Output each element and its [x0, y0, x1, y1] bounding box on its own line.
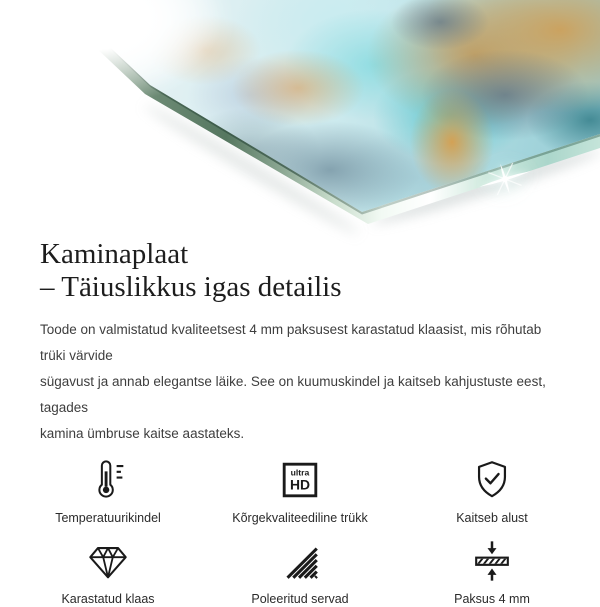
product-image	[0, 0, 600, 232]
feature-polished-edges	[204, 538, 396, 607]
description-line: kamina ümbruse kaitse aastateks.	[40, 426, 245, 441]
ultra-hd-text-small: ultra	[290, 467, 310, 478]
feature-thickness	[396, 538, 588, 607]
thermometer-icon	[85, 457, 131, 503]
page-title	[40, 238, 560, 304]
diamond-icon	[85, 538, 131, 584]
feature-protects-base	[396, 457, 588, 526]
description-line: sügavust ja annab elegantse läike. See on kuumuskindel ja kaitseb kahjustuste eest, tagades	[40, 374, 546, 415]
feature-temperature	[12, 457, 204, 526]
page-title-line1: Kaminaplaat	[40, 238, 189, 270]
polished-edges-icon	[277, 538, 323, 584]
feature-label: Karastatud klaas	[61, 592, 155, 606]
light-flare	[0, 0, 235, 105]
feature-label: Kaitseb alust	[456, 511, 528, 525]
feature-label: Kõrgekvaliteediline trükk	[232, 511, 368, 525]
sparkle-icon	[477, 151, 533, 207]
feature-label: Paksus 4 mm	[454, 592, 530, 606]
feature-print-quality	[204, 457, 396, 526]
feature-label: Temperatuurikindel	[55, 511, 161, 525]
description-line: Toode on valmistatud kvaliteetsest 4 mm paksusest karastatud klaasist, mis rõhutab trüki värvide	[40, 322, 542, 363]
ultra-hd-icon	[277, 457, 323, 503]
feature-tempered-glass	[12, 538, 204, 607]
page-title-line2: – Täiuslikkus igas detailis	[40, 271, 342, 303]
feature-label: Poleeritud servad	[251, 592, 349, 606]
thickness-icon	[469, 538, 515, 584]
product-description	[40, 317, 560, 447]
ultra-hd-text-large: HD	[289, 476, 311, 493]
feature-grid	[12, 457, 588, 607]
shield-check-icon	[469, 457, 515, 503]
